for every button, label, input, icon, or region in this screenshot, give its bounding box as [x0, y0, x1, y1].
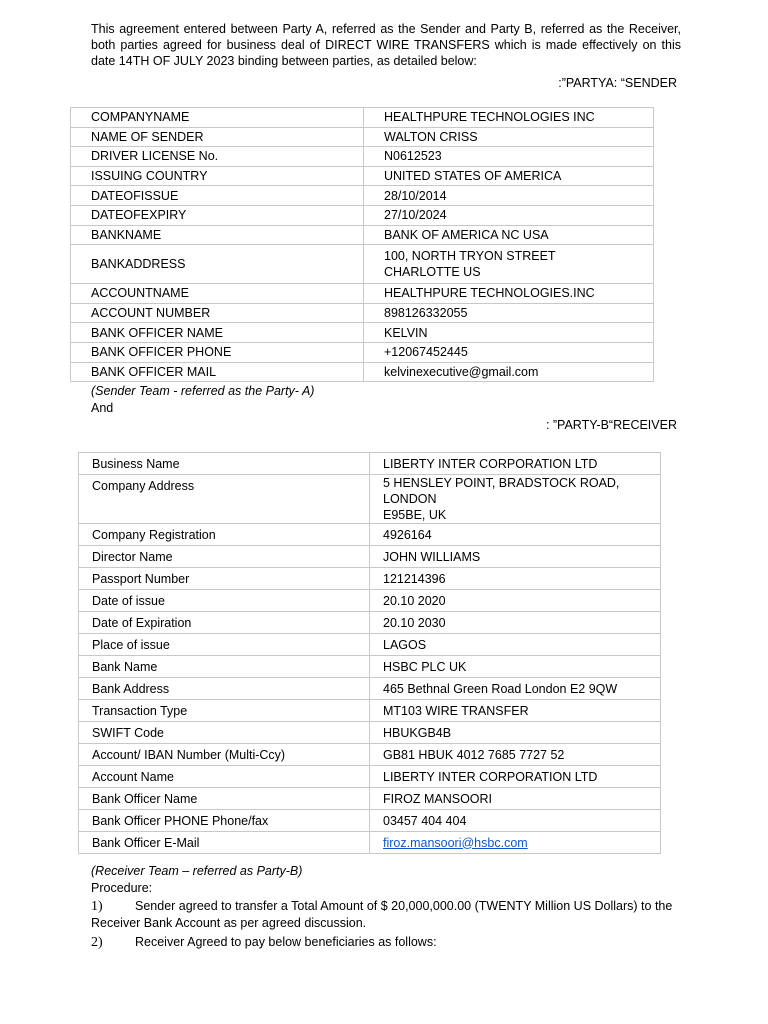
- table-row: [79, 832, 661, 854]
- step-text: Receiver Agreed to pay below beneficiaries as follows:: [135, 935, 437, 949]
- address-line-2: CHARLOTTE US: [384, 265, 481, 280]
- row-label: BANKNAME: [71, 225, 364, 245]
- table-row: [71, 147, 654, 167]
- row-label: Business Name: [79, 453, 370, 475]
- address-line-1: 100, NORTH TRYON STREET: [384, 249, 556, 264]
- row-label: Account/ IBAN Number (Multi-Ccy): [79, 744, 370, 766]
- row-value: HEALTHPURE TECHNOLOGIES INC: [364, 108, 654, 128]
- row-value: MT103 WIRE TRANSFER: [370, 700, 661, 722]
- table-row: [79, 722, 661, 744]
- row-label: Place of issue: [79, 634, 370, 656]
- table-row: [71, 342, 654, 362]
- row-value: BANK OF AMERICA NC USA: [364, 225, 654, 245]
- step-number: 1): [91, 899, 103, 914]
- row-label: Director Name: [79, 546, 370, 568]
- table-row: [71, 186, 654, 206]
- row-value: 28/10/2014: [364, 186, 654, 206]
- row-value: HBUKGB4B: [370, 722, 661, 744]
- row-value: [370, 832, 661, 854]
- table-row: [79, 656, 661, 678]
- and-text: And: [91, 401, 114, 415]
- row-label: Transaction Type: [79, 700, 370, 722]
- address-line-2: E95BE, UK: [383, 508, 447, 522]
- row-label: DRIVER LICENSE No.: [71, 147, 364, 167]
- table-row: [71, 166, 654, 186]
- row-label: NAME OF SENDER: [71, 127, 364, 147]
- party-b-heading: : ”PARTY-B“RECEIVER: [545, 418, 677, 432]
- row-label: SWIFT Code: [79, 722, 370, 744]
- row-value: UNITED STATES OF AMERICA: [364, 166, 654, 186]
- row-label: Bank Officer PHONE Phone/fax: [79, 810, 370, 832]
- table-row: [71, 362, 654, 382]
- intro-paragraph: This agreement entered between Party A, referred as the Sender and Party B, referred as the Receiver, both parties agreed for business deal of DIRECT WIRE TRANSFERS which is made effectively on this date 14TH OF JULY 2023 binding between parties, as detailed below:: [91, 22, 681, 68]
- party-a-note: (Sender Team - referred as the Party- A): [91, 384, 315, 398]
- procedure-label: Procedure:: [91, 881, 153, 895]
- row-value: +12067452445: [364, 342, 654, 362]
- table-row: [71, 205, 654, 225]
- table-row: [71, 108, 654, 128]
- row-value: 20.10 2020: [370, 590, 661, 612]
- table-row: [79, 634, 661, 656]
- table-row: [79, 590, 661, 612]
- table-row: [79, 612, 661, 634]
- row-value: 121214396: [370, 568, 661, 590]
- table-row: [79, 568, 661, 590]
- party-a-table: [70, 107, 654, 382]
- row-value: LIBERTY INTER CORPORATION LTD: [370, 766, 661, 788]
- row-value: 4926164: [370, 524, 661, 546]
- row-label: BANK OFFICER NAME: [71, 323, 364, 343]
- row-value: 898126332055: [364, 303, 654, 323]
- row-value: [364, 245, 654, 284]
- table-row: [79, 678, 661, 700]
- row-value: N0612523: [364, 147, 654, 167]
- table-row: [71, 323, 654, 343]
- step-text: Sender agreed to transfer a Total Amount of $ 20,000,000.00 (TWENTY Million US Dollars) to the Receiver Bank Account as per agreed discussion.: [91, 899, 673, 930]
- row-value: HEALTHPURE TECHNOLOGIES.INC: [364, 284, 654, 304]
- row-label: Account Name: [79, 766, 370, 788]
- table-row: [79, 453, 661, 475]
- row-label: COMPANYNAME: [71, 108, 364, 128]
- row-label: DATEOFISSUE: [71, 186, 364, 206]
- row-value: 20.10 2030: [370, 612, 661, 634]
- row-label: Bank Name: [79, 656, 370, 678]
- table-row: [79, 810, 661, 832]
- row-label: BANK OFFICER MAIL: [71, 362, 364, 382]
- row-label: Passport Number: [79, 568, 370, 590]
- table-row: [79, 524, 661, 546]
- row-value: 465 Bethnal Green Road London E2 9QW: [370, 678, 661, 700]
- row-label: BANKADDRESS: [71, 245, 364, 284]
- row-value: KELVIN: [364, 323, 654, 343]
- officer-email-link[interactable]: firoz.mansoori@hsbc.com: [383, 835, 528, 850]
- procedure-step-2: [91, 934, 681, 951]
- row-label: ISSUING COUNTRY: [71, 166, 364, 186]
- row-label: DATEOFEXPIRY: [71, 205, 364, 225]
- row-value: 27/10/2024: [364, 205, 654, 225]
- row-value: LIBERTY INTER CORPORATION LTD: [370, 453, 661, 475]
- row-value: kelvinexecutive@gmail.com: [364, 362, 654, 382]
- row-label: Company Address: [79, 475, 370, 524]
- procedure-step-1: [91, 898, 681, 931]
- table-row: [71, 127, 654, 147]
- row-label: Bank Officer E-Mail: [79, 832, 370, 854]
- table-row: [79, 788, 661, 810]
- party-a-heading: :”PARTYA: “SENDER: [558, 76, 677, 90]
- row-value: GB81 HBUK 4012 7685 7727 52: [370, 744, 661, 766]
- step-number: 2): [91, 935, 103, 950]
- row-label: Bank Officer Name: [79, 788, 370, 810]
- row-label: Bank Address: [79, 678, 370, 700]
- row-value: LAGOS: [370, 634, 661, 656]
- row-value: JOHN WILLIAMS: [370, 546, 661, 568]
- address-line-1: 5 HENSLEY POINT, BRADSTOCK ROAD, LONDON: [383, 476, 620, 506]
- party-b-note: (Receiver Team – referred as Party-B): [91, 864, 303, 878]
- row-value: WALTON CRISS: [364, 127, 654, 147]
- table-row: [79, 546, 661, 568]
- row-label: Date of issue: [79, 590, 370, 612]
- table-row: [79, 700, 661, 722]
- table-row: [71, 245, 654, 284]
- row-value: [370, 475, 661, 524]
- table-row: [71, 284, 654, 304]
- party-b-table: [78, 452, 661, 854]
- row-label: Company Registration: [79, 524, 370, 546]
- row-value: HSBC PLC UK: [370, 656, 661, 678]
- table-row: [79, 475, 661, 524]
- table-row: [79, 766, 661, 788]
- row-value: 03457 404 404: [370, 810, 661, 832]
- table-row: [79, 744, 661, 766]
- row-label: BANK OFFICER PHONE: [71, 342, 364, 362]
- row-value: FIROZ MANSOORI: [370, 788, 661, 810]
- row-label: ACCOUNT NUMBER: [71, 303, 364, 323]
- table-row: [71, 303, 654, 323]
- row-label: ACCOUNTNAME: [71, 284, 364, 304]
- row-label: Date of Expiration: [79, 612, 370, 634]
- table-row: [71, 225, 654, 245]
